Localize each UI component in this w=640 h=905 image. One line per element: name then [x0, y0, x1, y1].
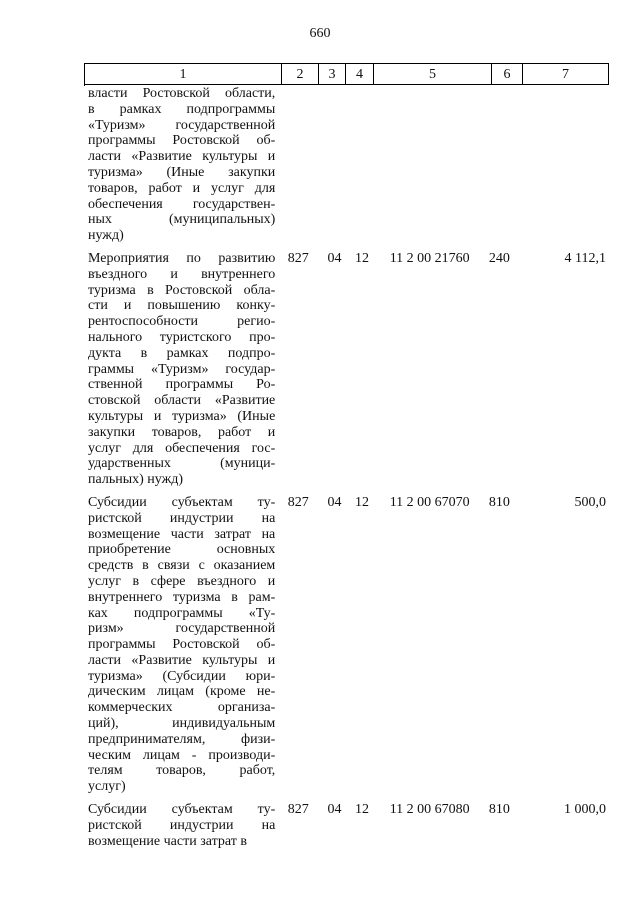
page-number: 660: [309, 26, 331, 41]
header-col-5: 5: [374, 64, 492, 85]
description-line: телям товаров, работ,: [88, 763, 276, 779]
row-col-2: 827: [287, 802, 309, 818]
table-row: [84, 86, 608, 244]
description-line: дукта в рамках подпро-: [88, 345, 276, 361]
description-line: ласти «Развитие культуры и: [88, 652, 276, 668]
row-col-7: 4 112,1: [564, 250, 606, 266]
header-col-4: 4: [346, 64, 374, 85]
description-line: закупки товаров, работ и: [88, 424, 276, 440]
description-line: ристской индустрии на: [88, 510, 276, 526]
description-line: обеспечения государствен-: [88, 196, 276, 212]
row-col-7: [515, 86, 608, 244]
header-col-7: 7: [523, 64, 609, 85]
table-body: [84, 86, 608, 856]
description-line: нужд): [88, 228, 124, 244]
description-line: ций), индивидуальным: [88, 716, 276, 732]
description-line: туризма в Ростовской обла-: [88, 282, 276, 298]
description-line: туризма» (Субсидии юри-: [88, 668, 276, 684]
row-col-5: 11 2 00 67070: [389, 494, 470, 510]
description-line: ударственных (муници-: [88, 456, 276, 472]
row-col-5: 11 2 00 67080: [389, 802, 470, 818]
header-col-1: 1: [85, 64, 282, 85]
table-row: [84, 251, 608, 488]
description-line: программы Ростовской об-: [88, 637, 276, 653]
row-col-3: 04: [327, 802, 342, 818]
description-line: товаров, работ и услуг для: [88, 180, 276, 196]
description-line: ристской индустрии на: [88, 817, 276, 833]
row-description: [84, 802, 275, 849]
description-line: Субсидии субъектам ту-: [88, 802, 276, 818]
description-line: Мероприятия по развитию: [88, 250, 276, 266]
table-row: [84, 802, 608, 849]
description-line: средств в связи с оказанием: [88, 558, 276, 574]
description-line: возмещение части затрат в: [88, 833, 247, 849]
row-col-6: 240: [488, 250, 510, 266]
description-line: возмещение части затрат на: [88, 526, 276, 542]
description-line: сти и повышению конку-: [88, 298, 276, 314]
description-line: туризма» (Иные закупки: [88, 164, 276, 180]
description-line: программы Ростовской об-: [88, 133, 276, 149]
description-line: ных (муниципальных): [88, 212, 276, 228]
description-line: коммерческих организа-: [88, 700, 276, 716]
row-col-4: 12: [354, 802, 369, 818]
row-col-2: [275, 86, 321, 244]
row-col-3: 04: [327, 250, 342, 266]
description-line: услуг в сфере въездного и: [88, 573, 276, 589]
row-col-6: 810: [488, 494, 510, 510]
description-line: Субсидии субъектам ту-: [88, 494, 276, 510]
table-header: [84, 63, 609, 86]
row-col-2: 827: [287, 494, 309, 510]
description-line: пальных) нужд): [88, 472, 184, 488]
row-description: [84, 86, 275, 244]
description-line: ственной программы Ро-: [88, 377, 276, 393]
description-line: ках подпрограммы «Ту-: [88, 605, 276, 621]
description-line: нального туристского про-: [88, 329, 276, 345]
description-line: предпринимателям, физи-: [88, 731, 276, 747]
description-line: приобретение основных: [88, 542, 276, 558]
row-col-2: 827: [287, 250, 309, 266]
row-col-3: [321, 86, 348, 244]
description-line: услуг для обеспечения гос-: [88, 440, 276, 456]
header-col-6: 6: [492, 64, 523, 85]
description-line: ласти «Развитие культуры и: [88, 149, 276, 165]
row-col-3: 04: [327, 494, 342, 510]
description-line: власти Ростовской области,: [88, 86, 276, 101]
description-line: внутреннего туризма в рам-: [88, 589, 276, 605]
row-col-5: 11 2 00 21760: [389, 250, 470, 266]
description-line: «Туризм» государственной: [88, 117, 276, 133]
table-row: [84, 495, 608, 795]
description-line: въездного и внутреннего: [88, 266, 276, 282]
header-col-3: 3: [319, 64, 346, 85]
header-col-2: 2: [282, 64, 319, 85]
row-col-6: [483, 86, 515, 244]
description-line: стовской области «Развитие: [88, 393, 276, 409]
row-col-4: 12: [354, 494, 369, 510]
row-col-5: [376, 86, 484, 244]
row-col-7: 500,0: [574, 494, 606, 510]
row-description: [84, 251, 275, 488]
description-line: дическим лицам (кроме не-: [88, 684, 276, 700]
description-line: ческим лицам - производи-: [88, 747, 276, 763]
description-line: рентоспособности регио-: [88, 314, 276, 330]
description-line: ризм» государственной: [88, 621, 276, 637]
description-line: граммы «Туризм» государ-: [88, 361, 276, 377]
row-col-4: 12: [354, 250, 369, 266]
row-col-7: 1 000,0: [564, 802, 606, 818]
row-col-6: 810: [488, 802, 510, 818]
row-description: [84, 495, 275, 795]
row-col-4: [348, 86, 376, 244]
description-line: услуг): [88, 779, 126, 795]
description-line: в рамках подпрограммы: [88, 101, 276, 117]
description-line: культуры и туризма» (Иные: [88, 408, 276, 424]
